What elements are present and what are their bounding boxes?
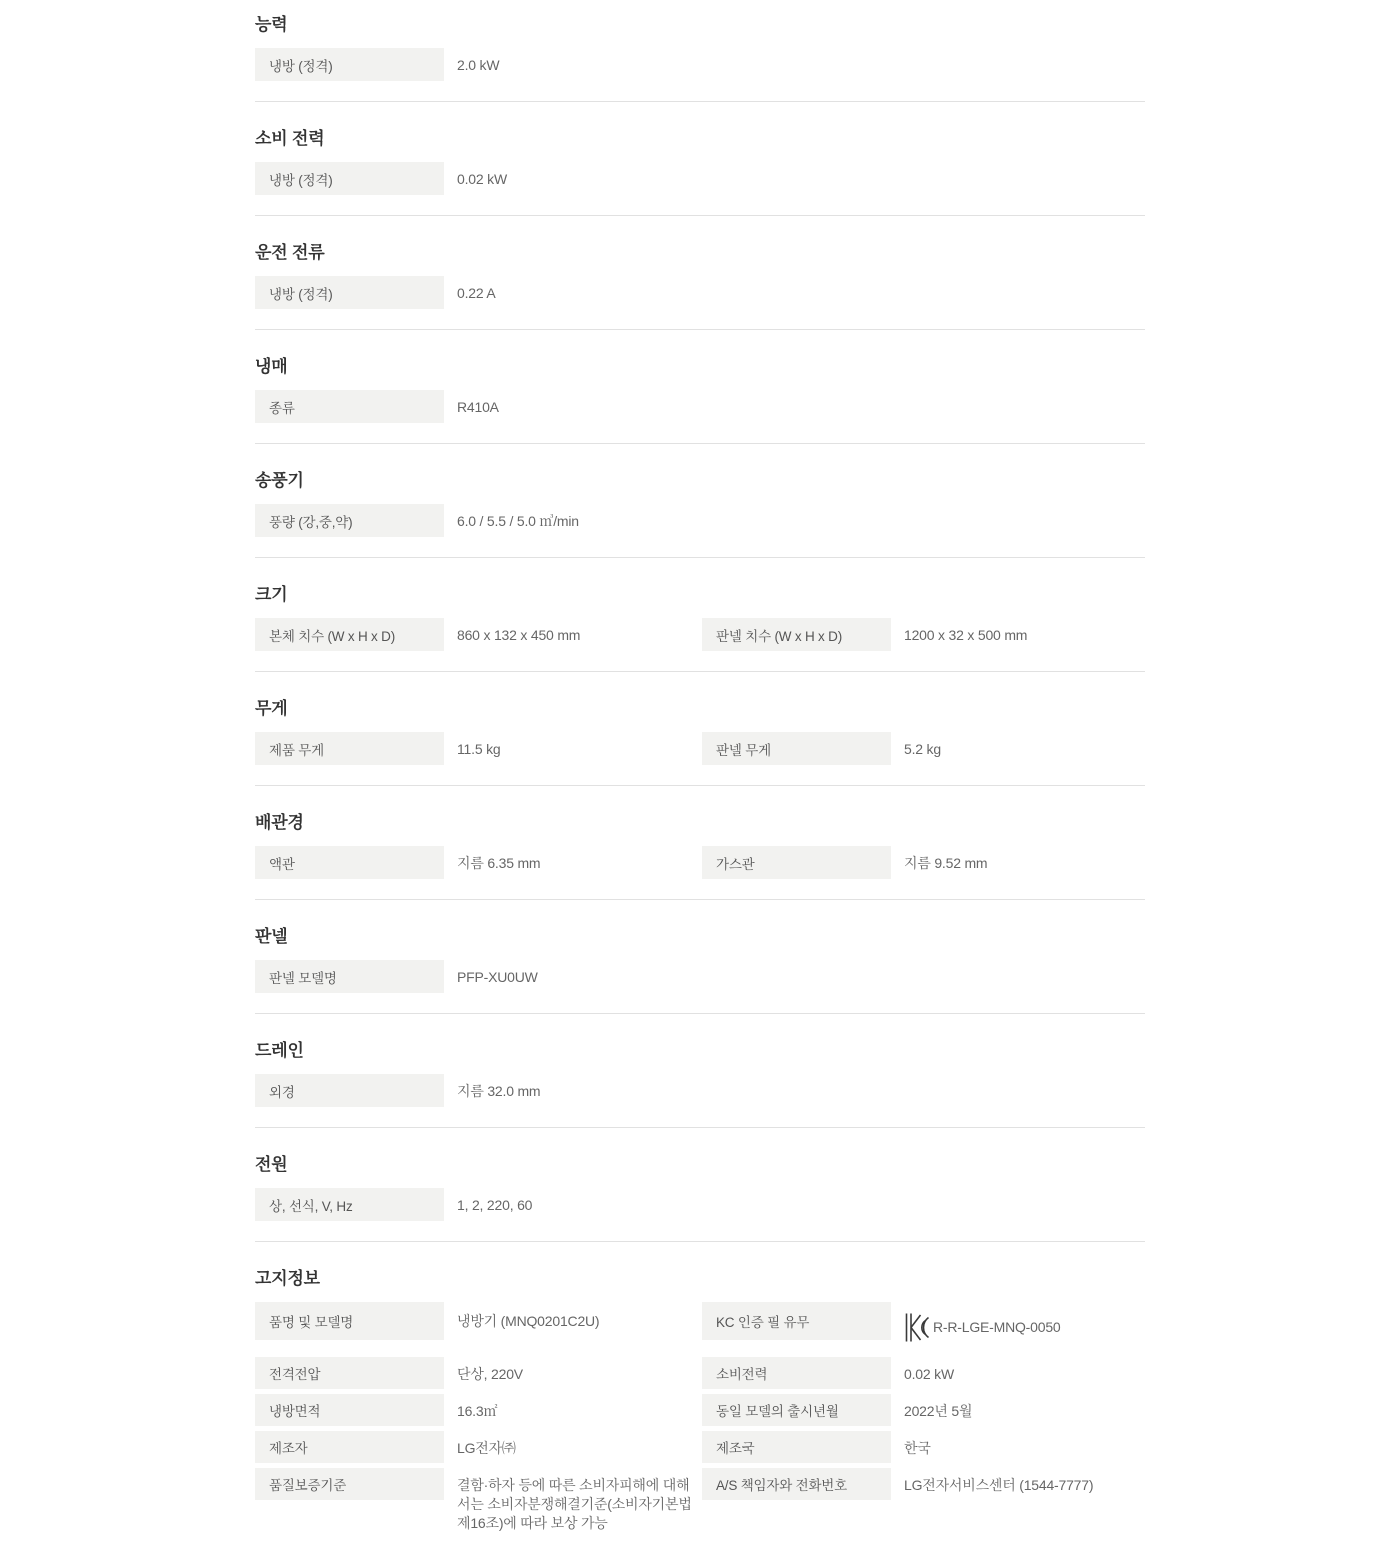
spec-cell [255, 1074, 702, 1107]
spec-row [255, 162, 1145, 195]
spec-label: 품명 및 모델명 [255, 1302, 444, 1340]
spec-label: KC 인증 필 유무 [702, 1302, 891, 1340]
spec-value-text: LG전자㈜ [457, 1440, 516, 1456]
spec-value-text: LG전자서비스센터 (1544-7777) [904, 1477, 1094, 1493]
spec-cell [255, 732, 702, 765]
spec-row [255, 960, 1145, 993]
spec-value [457, 1394, 497, 1421]
spec-row [255, 276, 1145, 309]
spec-label: 가스관 [702, 846, 891, 879]
spec-label: 제품 무게 [255, 732, 444, 765]
spec-row [255, 504, 1145, 537]
spec-label: 상, 선식, V, Hz [255, 1188, 444, 1221]
spec-value [904, 1431, 931, 1458]
spec-value-text: R-R-LGE-MNQ-0050 [933, 1319, 1061, 1335]
spec-row [255, 1431, 1145, 1463]
spec-row [255, 732, 1145, 765]
spec-label: 액관 [255, 846, 444, 879]
spec-label: 냉방면적 [255, 1394, 444, 1426]
section-title: 송풍기 [255, 471, 304, 490]
section-title: 운전 전류 [255, 243, 325, 262]
spec-value-text: 0.02 kW [457, 171, 507, 187]
spec-label: 동일 모델의 출시년월 [702, 1394, 891, 1426]
spec-value [904, 1394, 972, 1421]
spec-section [255, 672, 1145, 786]
spec-label: 종류 [255, 390, 444, 423]
spec-value [457, 1074, 540, 1101]
spec-cell [702, 732, 1145, 765]
spec-value-text: 단상, 220V [457, 1366, 523, 1382]
spec-value [904, 618, 1027, 645]
spec-value [457, 48, 499, 75]
spec-label: 제조자 [255, 1431, 444, 1463]
spec-section [255, 216, 1145, 330]
spec-value-text: 5.2 kg [904, 741, 941, 757]
spec-value [457, 276, 496, 303]
spec-value-text: 0.02 kW [904, 1366, 954, 1382]
spec-cell [702, 846, 1145, 879]
spec-value [904, 1468, 1093, 1495]
section-title: 무게 [255, 699, 288, 718]
spec-section [255, 12, 1145, 102]
spec-cell [702, 1357, 1145, 1389]
spec-value-text: PFP-XU0UW [457, 969, 538, 985]
spec-value [904, 732, 941, 759]
spec-label: 냉방 (정격) [255, 48, 444, 81]
spec-cell [702, 1302, 1145, 1343]
spec-label: 판넬 무게 [702, 732, 891, 765]
section-title: 드레인 [255, 1041, 304, 1060]
spec-row [255, 846, 1145, 879]
spec-cell [255, 960, 702, 993]
spec-value [457, 1188, 532, 1215]
spec-section [255, 102, 1145, 216]
spec-value-text: 2.0 kW [457, 57, 500, 73]
spec-value [457, 1357, 523, 1384]
spec-row [255, 1302, 1145, 1343]
spec-row [255, 1074, 1145, 1107]
spec-value [457, 960, 538, 987]
spec-section [255, 1128, 1145, 1242]
spec-label: 풍량 (강,중,약) [255, 504, 444, 537]
spec-value [904, 846, 987, 873]
spec-value [457, 162, 507, 189]
section-title: 배관경 [255, 813, 304, 832]
spec-label: 전격전압 [255, 1357, 444, 1389]
spec-cell [255, 1188, 702, 1221]
spec-cell [255, 846, 702, 879]
spec-cell [255, 1302, 702, 1343]
spec-cell [702, 618, 1145, 651]
spec-value-text: 860 x 132 x 450 mm [457, 627, 581, 643]
spec-value [457, 504, 579, 531]
spec-cell [255, 1357, 702, 1389]
spec-cell [255, 276, 702, 309]
spec-value-text: 2022년 5월 [904, 1403, 973, 1419]
spec-value [457, 846, 540, 873]
spec-value-text: 11.5 kg [457, 741, 501, 757]
spec-row [255, 1357, 1145, 1389]
spec-label: 외경 [255, 1074, 444, 1107]
spec-row [255, 48, 1145, 81]
spec-section [255, 1242, 1145, 1553]
spec-row [255, 390, 1145, 423]
spec-section [255, 900, 1145, 1014]
spec-label: 판넬 모델명 [255, 960, 444, 993]
spec-section [255, 444, 1145, 558]
spec-row [255, 618, 1145, 651]
spec-cell [255, 1431, 702, 1463]
spec-row [255, 1468, 1145, 1533]
spec-cell [255, 618, 702, 651]
spec-cell [702, 1394, 1145, 1426]
spec-row [255, 1394, 1145, 1426]
spec-value-text: 지름 6.35 mm [457, 855, 541, 871]
spec-cell [255, 48, 702, 81]
section-title: 판넬 [255, 927, 288, 946]
spec-value-text: 지름 32.0 mm [457, 1083, 541, 1099]
spec-value [457, 390, 499, 417]
spec-label: 판넬 치수 (W x H x D) [702, 618, 891, 651]
spec-label: 제조국 [702, 1431, 891, 1463]
section-title: 능력 [255, 15, 288, 34]
spec-table-container [255, 0, 1145, 1553]
spec-value [457, 1431, 516, 1458]
spec-value-text: 지름 9.52 mm [904, 855, 988, 871]
spec-section [255, 330, 1145, 444]
spec-value-text: 6.0 / 5.5 / 5.0 ㎥/min [457, 513, 579, 529]
spec-label: 본체 치수 (W x H x D) [255, 618, 444, 651]
spec-cell [255, 1468, 702, 1533]
spec-cell [255, 390, 702, 423]
spec-section [255, 558, 1145, 672]
section-title: 냉매 [255, 357, 288, 376]
spec-value-text: 냉방기 (MNQ0201C2U) [457, 1313, 600, 1329]
kc-certification-icon [904, 1312, 931, 1343]
spec-value-text: 한국 [904, 1440, 931, 1456]
spec-label: 냉방 (정격) [255, 276, 444, 309]
spec-value [457, 1468, 702, 1533]
section-title: 고지정보 [255, 1269, 320, 1288]
spec-value-text: 결함·하자 등에 따른 소비자피해에 대해서는 소비자분쟁해결기준(소비자기본법 제16조)에 따라 보상 가능 [457, 1477, 692, 1531]
spec-section [255, 1014, 1145, 1128]
spec-value [904, 1357, 954, 1384]
spec-value [904, 1302, 1061, 1343]
section-title: 전원 [255, 1155, 288, 1174]
section-title: 크기 [255, 585, 288, 604]
spec-value-text: 16.3㎡ [457, 1403, 498, 1419]
spec-value-text: 0.22 A [457, 285, 496, 301]
spec-value [457, 732, 501, 759]
spec-value [457, 618, 580, 645]
spec-label: 품질보증기준 [255, 1468, 444, 1500]
spec-cell [255, 162, 702, 195]
spec-label: 소비전력 [702, 1357, 891, 1389]
spec-value-text: R410A [457, 399, 499, 415]
spec-label: A/S 책임자와 전화번호 [702, 1468, 891, 1500]
spec-row [255, 1188, 1145, 1221]
spec-value-text: 1200 x 32 x 500 mm [904, 627, 1028, 643]
spec-label: 냉방 (정격) [255, 162, 444, 195]
spec-cell [702, 1431, 1145, 1463]
spec-cell [255, 1394, 702, 1426]
spec-cell [702, 1468, 1145, 1533]
spec-value-text: 1, 2, 220, 60 [457, 1197, 533, 1213]
section-title: 소비 전력 [255, 129, 325, 148]
spec-section [255, 786, 1145, 900]
spec-cell [255, 504, 702, 537]
spec-value [457, 1302, 599, 1331]
